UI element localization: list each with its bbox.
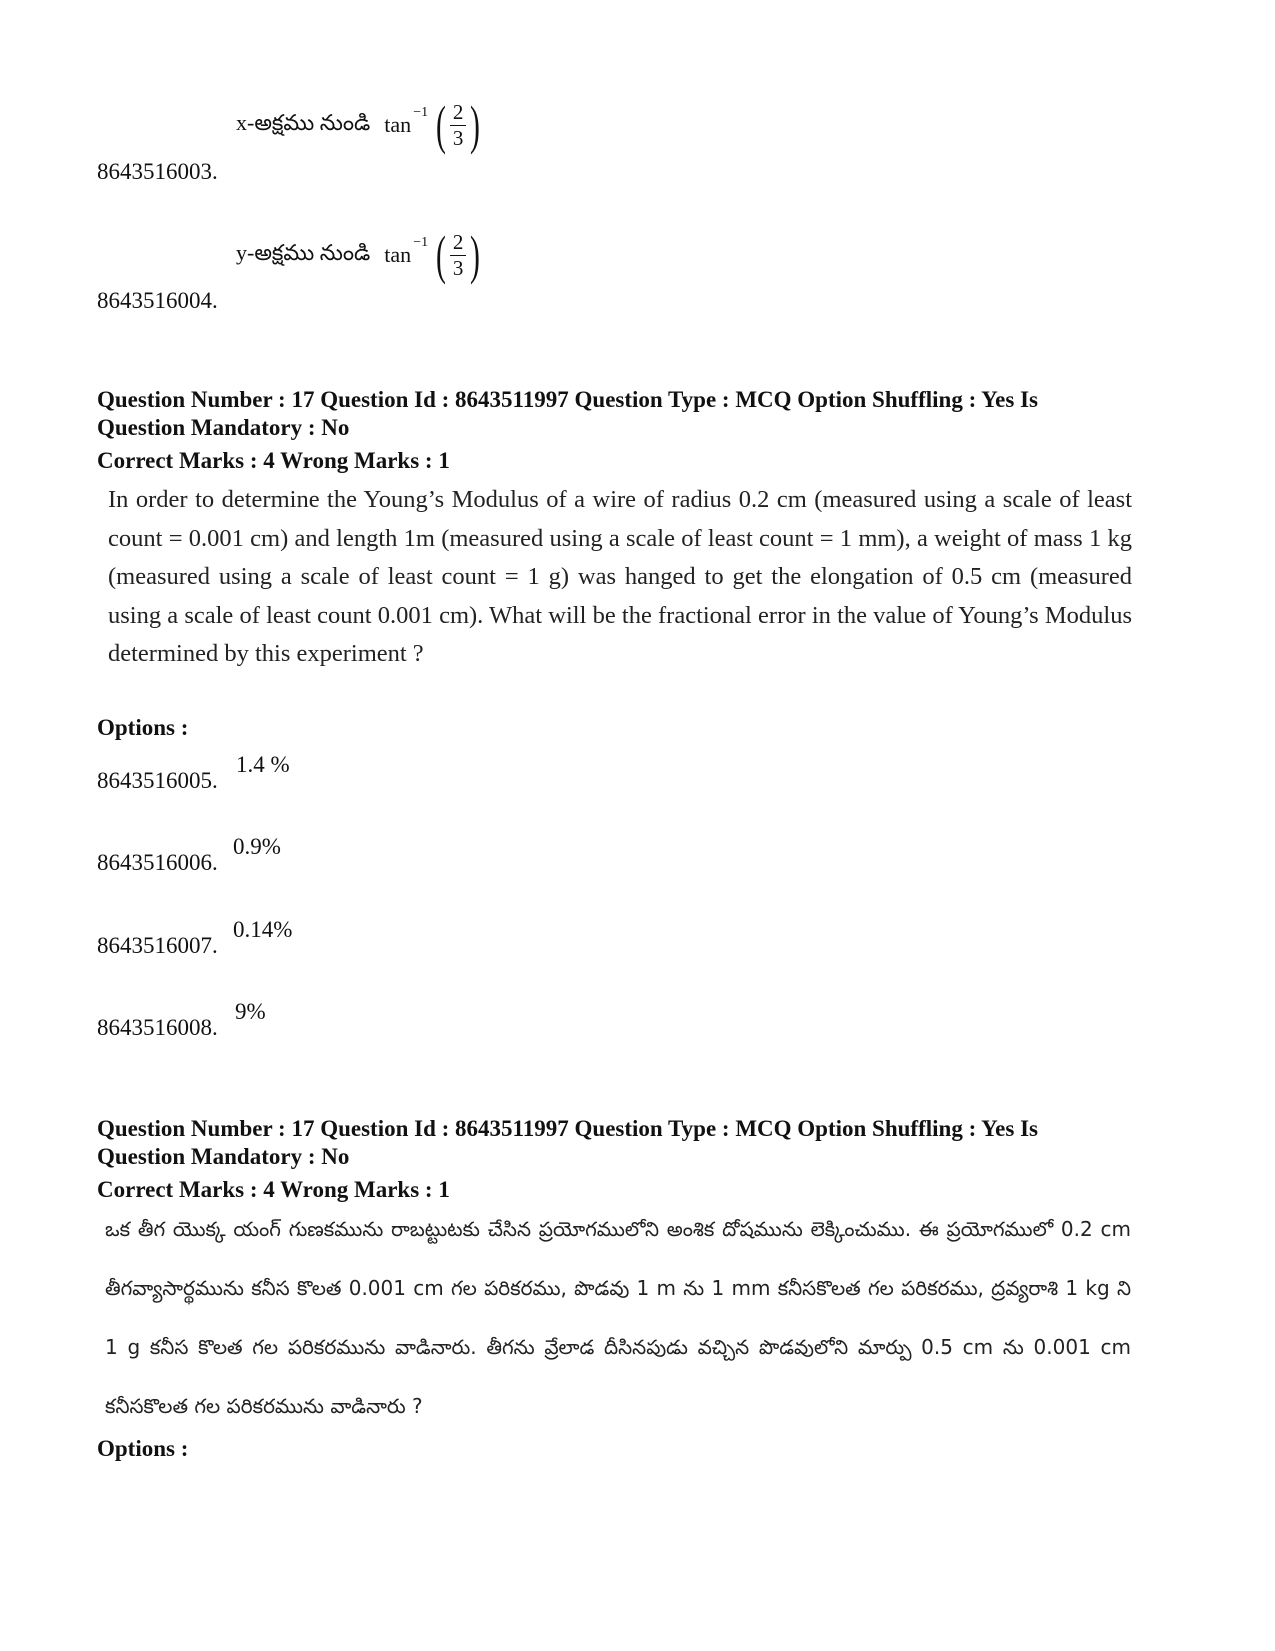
option-id: 8643516003.: [97, 159, 218, 184]
fraction-numerator: 2: [452, 100, 464, 125]
option-id: 8643516005.: [97, 768, 218, 793]
left-paren: (: [436, 95, 447, 155]
fraction: [450, 101, 466, 148]
option-id: 8643516006.: [97, 850, 218, 875]
right-paren: ): [470, 225, 481, 285]
question-text: In order to determine the Young’s Modulus of a wire of radius 0.2 cm (measured using a scale of least count = 0.001 cm) and length 1m (measured using a scale of least count = 1 mm), a weight of mass 1 kg (measured using a scale of least count = 1 g) was hanged to get the elongation of 0.5 cm (measured using a scale of least count 0.001 cm). What will be the fractional error in the value of Young’s Modulus determined by this experiment ?: [108, 486, 1132, 667]
tan-function: tan: [384, 112, 412, 137]
question-text-telugu: ఒక తీగ యొక్క యంగ్ గుణకమును రాబట్టుటకు చేసిన ప్రయోగములోని అంశిక దోషమును లెక్కించుము. ఈ ప్రయోగములో 0.2 cm తీగవ్యాసార్థమును కనీస కొలత 0.001 cm గల పరికరము, పొడవు 1 m ను 1 mm కనీసకొలత గల పరికరము, ద్రవ్యరాశి 1 kg ని 1 g కనీస కొలత గల పరికరమును వాడినారు. తీగను వ్రేలాడ దీసినపుడు వచ్చిన పొడవులోని మార్పు 0.5 cm ను 0.001 cm కనీసకొలత గల పరికరమును వాడినారు ?: [105, 1217, 1131, 1418]
inverse-exponent: −1: [413, 235, 429, 250]
option-value[interactable]: 1.4 %: [236, 752, 290, 777]
question-meta-line: Question Number : 17 Question Id : 8643511997 Question Type : MCQ Option Shuffling : Yes Is: [97, 1116, 1038, 1141]
right-paren: ): [470, 95, 481, 155]
axis-prefix: x-అక్షము నుండి: [236, 109, 371, 135]
question-meta-line: Question Number : 17 Question Id : 8643511997 Question Type : MCQ Option Shuffling : Yes Is: [97, 387, 1038, 412]
left-paren: (: [436, 225, 447, 285]
option-formula-8643516004: [236, 225, 484, 285]
tan-function: tan: [384, 242, 412, 267]
fraction-denominator: 3: [452, 125, 464, 150]
option-value[interactable]: 9%: [235, 999, 266, 1024]
option-id: 8643516004.: [97, 288, 218, 313]
option-id: 8643516008.: [97, 1015, 218, 1040]
question-meta-line: Question Mandatory : No: [97, 1144, 350, 1169]
inverse-exponent: −1: [413, 105, 429, 120]
question-meta-line: Question Mandatory : No: [97, 415, 350, 440]
question-meta: [97, 1115, 1177, 1204]
axis-prefix: y-అక్షము నుండి: [236, 239, 371, 265]
options-label: Options :: [97, 715, 189, 740]
fraction: [450, 231, 466, 278]
option-id: 8643516007.: [97, 933, 218, 958]
option-value[interactable]: 0.14%: [233, 917, 293, 942]
question-meta: [97, 386, 1177, 475]
question-marks: Correct Marks : 4 Wrong Marks : 1: [97, 448, 450, 473]
fraction-denominator: 3: [452, 255, 464, 280]
question-marks: Correct Marks : 4 Wrong Marks : 1: [97, 1177, 450, 1202]
option-formula-8643516003: [236, 95, 484, 155]
option-value[interactable]: 0.9%: [233, 834, 281, 859]
fraction-numerator: 2: [452, 230, 464, 255]
options-label: Options :: [97, 1436, 189, 1461]
